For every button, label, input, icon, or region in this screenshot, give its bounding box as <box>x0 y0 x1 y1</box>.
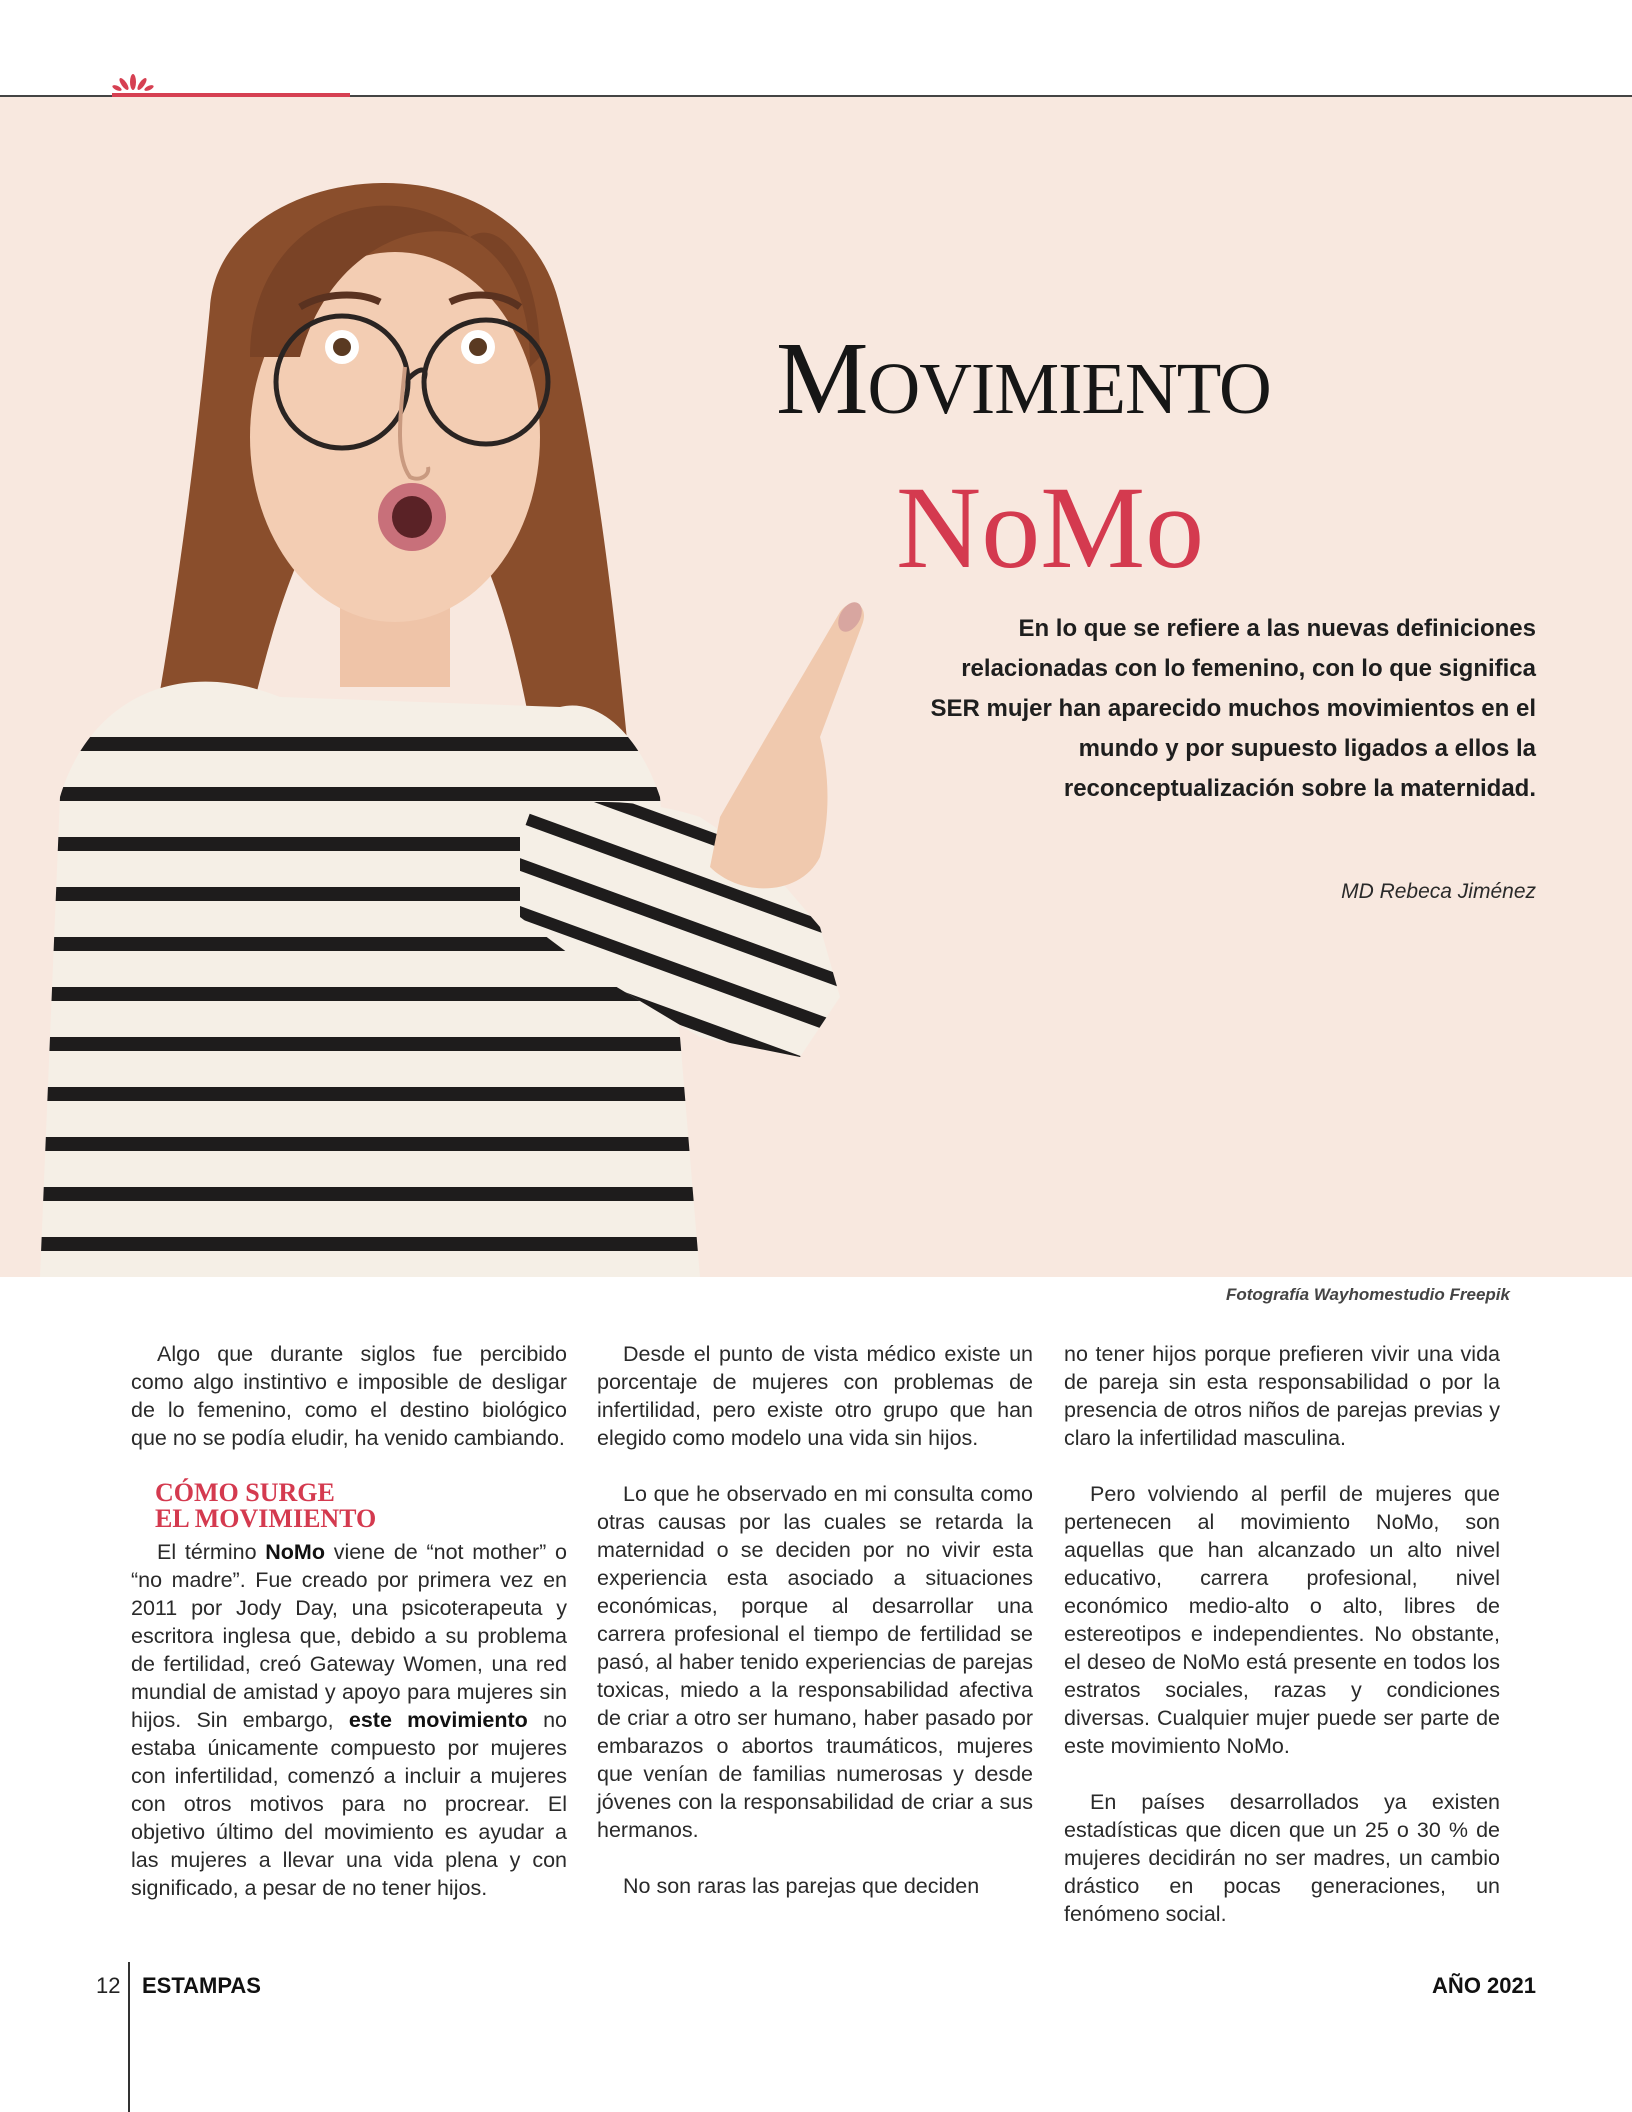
text-run: El término <box>157 1540 266 1564</box>
paragraph: Pero volviendo al perfil de mujeres que pertenecen al movimiento NoMo, son aquellas que han alcanzado un alto nivel educativo, carrera profesional, nivel económico medio-alto o alto, libres de estereotipos e independientes. No obstante, el deseo de NoMo está presente en todos los estratos sociales, razas y condiciones diversas. Cualquier mujer puede ser parte de este movimiento NoMo. <box>1064 1482 1500 1758</box>
hero-banner <box>0 97 1632 1277</box>
paragraph: Lo que he observado en mi consulta como otras causas por las cuales se retarda la maternidad o se deciden por no vivir esta experiencia esta asociado a situaciones económicas, porque al desarrollar una carrera profesional el tiempo de fertilidad se pasó, al haber tenido experiencias de parejas toxicas, miedo a la responsabilidad afectiva de criar a otro ser humano, haber pasado por embarazos o abortos traumáticos, mujeres que venían de familias numerosas y desde jóvenes con la responsabilidad de criar a sus hermanos. <box>597 1482 1033 1842</box>
text-run: viene de “not mother” o “no madre”. Fue creado por primera vez en 2011 por Jody Day, una psicoterapeuta y escritora inglesa que, debido a su problema de fertilidad, creó Gateway Women, una red mundial de amistad y apoyo para mujeres sin hijos. Sin embargo, <box>131 1540 567 1732</box>
subheading <box>155 1480 567 1532</box>
article-author: MD Rebeca Jiménez <box>1341 880 1536 903</box>
column-1 <box>131 1340 567 1930</box>
footer-rule <box>128 1962 130 2112</box>
page-number: 12 <box>96 1973 121 1998</box>
paragraph: Algo que durante siglos fue percibido como algo instintivo e imposible de desligar de lo femenino, como el destino biológico que no se podía eludir, ha venido cambiando. <box>131 1342 567 1450</box>
paragraph: No son raras las parejas que deciden <box>623 1874 980 1898</box>
footer-brand: ESTAMPAS <box>142 1973 261 1998</box>
article-title-line2: NoMo <box>896 462 1205 593</box>
bold-term: este movimiento <box>348 1708 528 1732</box>
article-intro: En lo que se refiere a las nuevas definiciones relacionadas con lo femenino, con lo que significa SER mujer han aparecido muchos movimientos en el mundo y por supuesto ligados a ellos la reconceptualización sobre la maternidad. <box>930 615 1536 802</box>
flower-logo-icon <box>112 62 154 92</box>
paragraph: no tener hijos porque prefieren vivir una vida de pareja sin esta responsabilidad o por la presencia de otros niños de parejas previas y claro la infertilidad masculina. <box>1064 1342 1500 1450</box>
bold-term: NoMo <box>265 1540 325 1564</box>
text-run: no estaba únicamente compuesto por mujeres con infertilidad, comenzó a incluir a mujeres con otros motivos para no procrear. El objetivo último del movimiento es ayudar a las mujeres a llevar una vida plena y con significado, a pesar de no tener hijos. <box>131 1708 568 1900</box>
column-2 <box>597 1340 1033 1928</box>
paragraph: En países desarrollados ya existen estadísticas que dicen que un 25 o 30 % de mujeres decidirán no ser madres, un cambio drástico en pocas generaciones, un fenómeno social. <box>1064 1790 1500 1926</box>
article-title-line1: Movimiento <box>776 321 1271 436</box>
photo-credit: Fotografía Wayhomestudio Freepik <box>1225 1285 1510 1304</box>
footer-year: AÑO 2021 <box>1432 1973 1536 1998</box>
column-3 <box>1064 1340 1500 1956</box>
paragraph: Desde el punto de vista médico existe un porcentaje de mujeres con problemas de infertilidad, pero existe otro grupo que han elegido como modelo una vida sin hijos. <box>597 1342 1033 1450</box>
paragraph <box>131 1538 567 1902</box>
pointing-hand <box>710 603 864 888</box>
subheading-line2: EL MOVIMIENTO <box>155 1504 377 1533</box>
subheading-line1: CÓMO SURGE <box>155 1478 335 1507</box>
